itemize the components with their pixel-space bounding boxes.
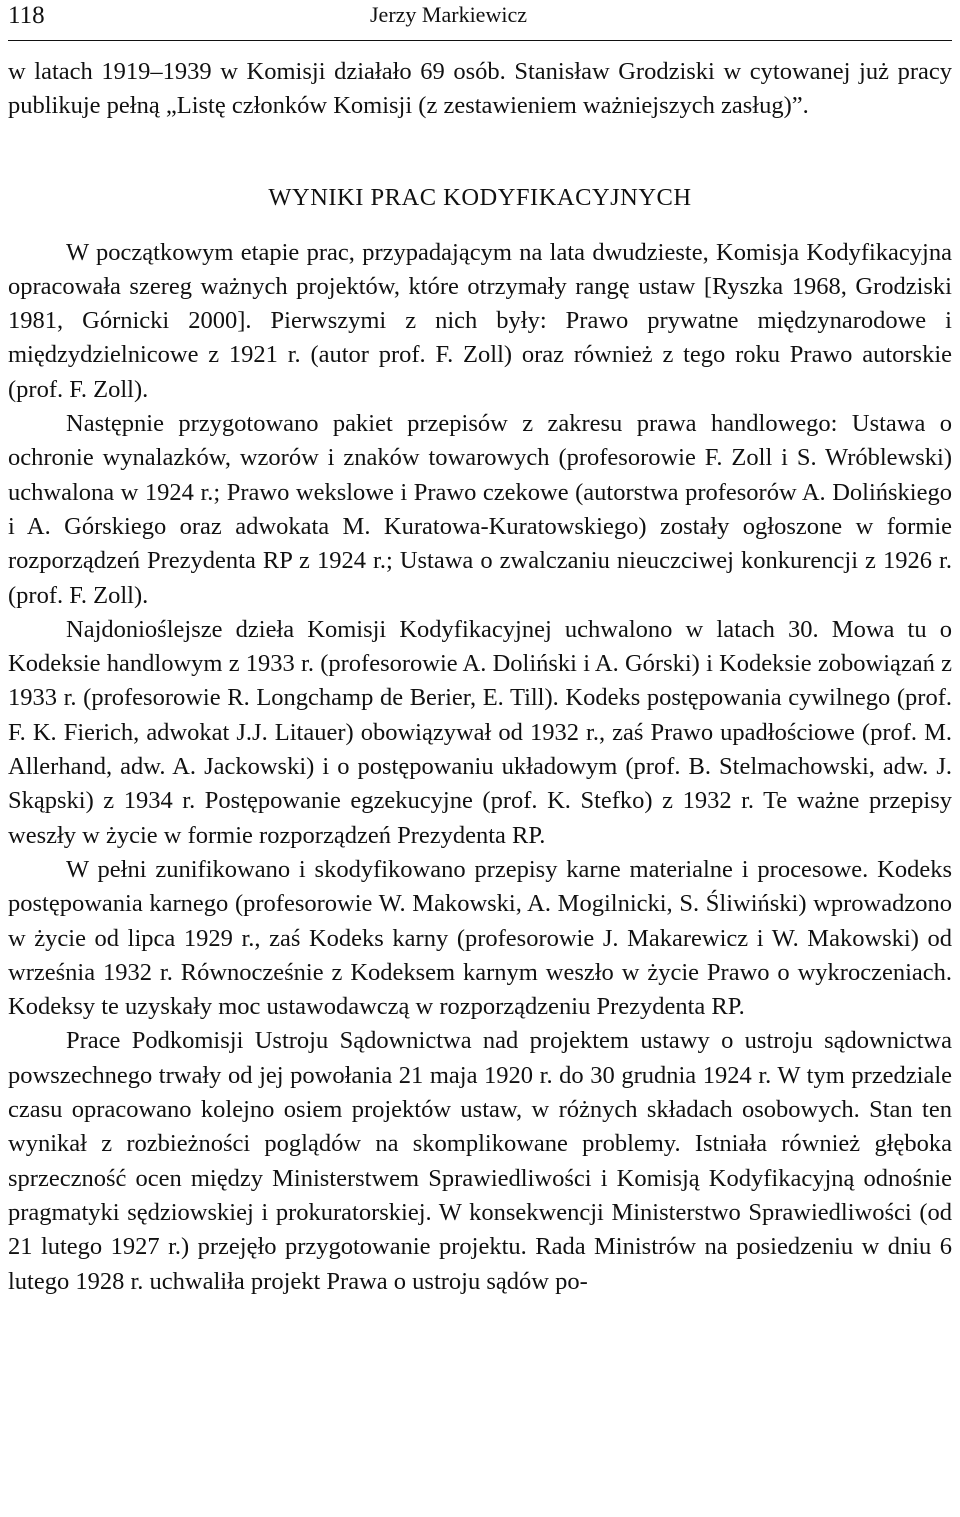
paragraph: Najdonioślejsze dzieła Komisji Kodyfikacyjnej uchwalono w latach 30. Mowa tu o Kodeksie handlowym z 1933 r. (profesorowie A. Doliński i A. Górski) i Kodeksie zobowiązań z 1933 r. (profesorowie R. Longchamp de Berier, E. Till). Kodeks postępowania cywilnego (prof. F. K. Fierich, adwokat J.J. Litauer) obowiązywał od 1932 r., zaś Prawo upadłościowe (prof. M. Allerhand, adw. A. Jackowski) i o postępowaniu układowym (prof. B. Stelmachowski, adw. J. Skąpski) z 1934 r. Postępowanie egzekucyjne (prof. K. Stefko) z 1932 r. Te ważne przepisy weszły w życie w formie rozporządzeń Prezydenta RP. [8,615,952,849]
page-number: 118 [8,2,45,29]
paragraph: W początkowym etapie prac, przypadającym na lata dwudzieste, Komisja Kodyfikacyjna opracowała szereg ważnych projektów, które otrzymały rangę ustaw [Ryszka 1968, Grodziski 1981, Górnicki 2000]. Pierwszymi z nich były: Prawo prywatne międzynarodowe i międzydzielnicowe z 1921 r. (autor prof. F. Zoll) oraz również z tego roku Prawo autorskie (prof. F. Zoll). [8,238,952,403]
paragraph-continued: w latach 1919–1939 w Komisji działało 69 osób. Stanisław Grodziski w cytowanej już pracy publikuje pełną „Listę członków Komisji (z zestawieniem ważniejszych zasług)”. [8,58,952,120]
paragraph: Następnie przygotowano pakiet przepisów z zakresu prawa handlowego: Ustawa o ochronie wynalazków, wzorów i znaków towarowych (profesorowie F. Zoll i S. Wróblewski) uchwalona w 1924 r.; Prawo wekslowe i Prawo czekowe (autorstwa profesorów A. Dolińskiego i A. Górskiego oraz adwokata M. Kuratowa-Kuratowskiego) zostały ogłoszone w formie rozporządzeń Prezydenta RP z 1924 r.; Ustawa o zwalczaniu nieuczciwej konkurencji z 1926 r. (prof. F. Zoll). [8,410,952,609]
section-title: WYNIKI PRAC KODYFIKACYJNYCH [268,183,692,211]
paragraph: Prace Podkomisji Ustroju Sądownictwa nad projektem ustawy o ustroju sądownictwa powszechnego trwały od jej powołania 21 maja 1920 r. do 30 grudnia 1924 r. W tym przedziale czasu opracowano kolejno osiem projektów ustaw, w różnych składach osobowych. Stan ten wynikał z rozbieżności poglądów na skomplikowane problemy. Istniała również głęboka sprzeczność ocen między Ministerstwem Sprawiedliwości i Komisją Kodyfikacyjną odnośnie pragmatyki sędziowskiej i prokuratorskiej. W konsekwencji Ministerstwo Sprawiedliwości (od 21 lutego 1927 r.) przejęło przygotowanie projektu. Rada Ministrów na posiedzeniu w dniu 6 lutego 1928 r. uchwaliła projekt Prawa o ustroju sądów po- [8,1027,952,1295]
running-head-author: Jerzy Markiewicz [370,2,527,27]
page-header [8,0,952,41]
document-page [8,0,952,1295]
paragraph: W pełni zunifikowano i skodyfikowano przepisy karne materialne i procesowe. Kodeks postępowania karnego (profesorowie W. Makowski, A. Mogilnicki, S. Śliwiński) wprowadzono w życie od lipca 1929 r., zaś Kodeks karny (profesorowie J. Makarewicz i W. Makowski) od września 1932 r. Równocześnie z Kodeksem karnym weszło w życie Prawo o wykroczeniach. Kodeksy te uzyskały moc ustawodawczą w rozporządzeniu Prezydenta RP. [8,855,952,1021]
body-text [8,55,952,1299]
